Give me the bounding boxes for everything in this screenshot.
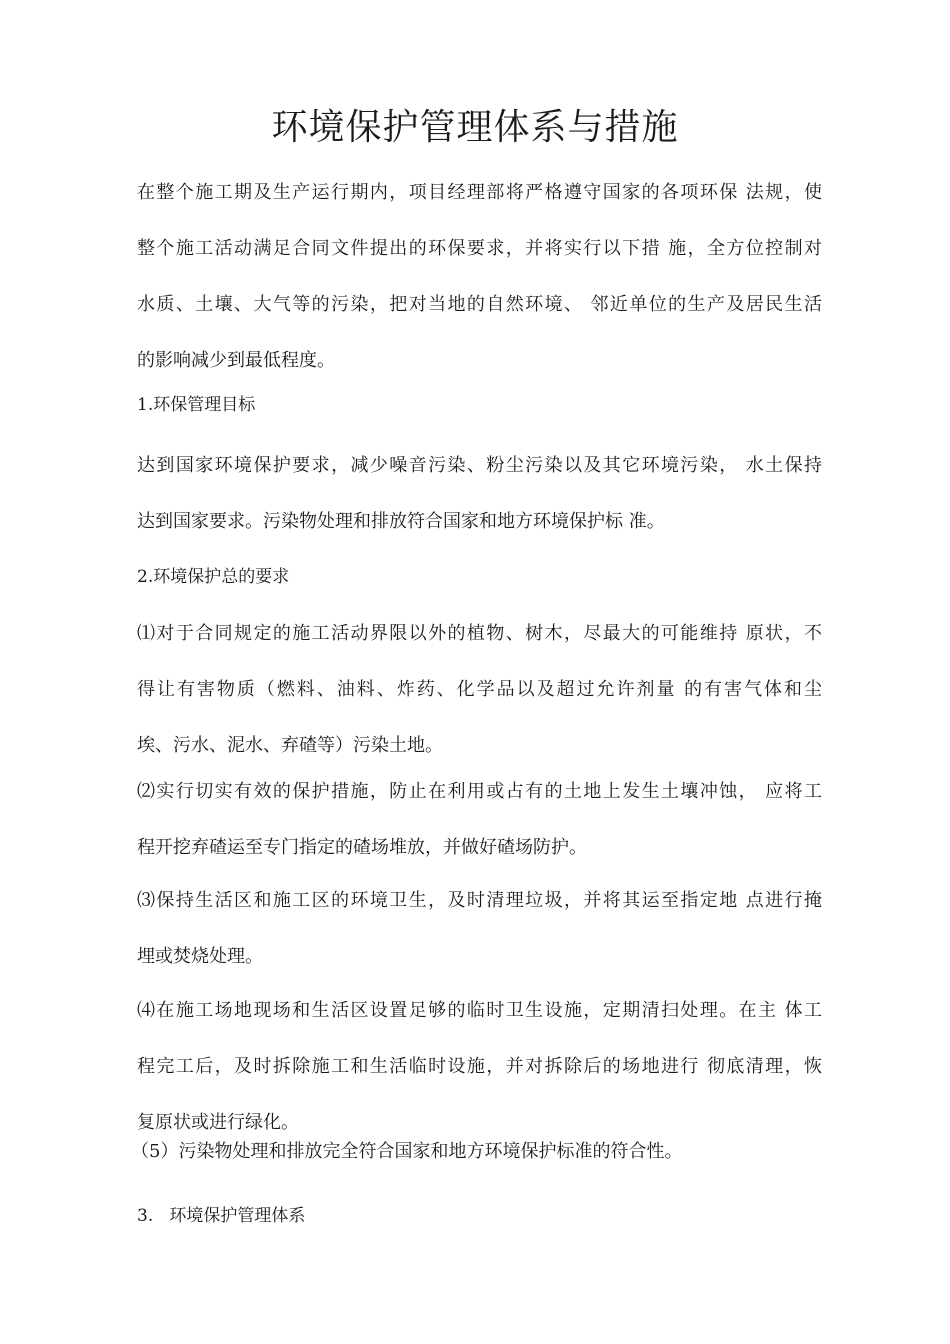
requirement-line: ⑶保持生活区和施工区的环境卫生，及时清理垃圾，并将其运至指定地 点进行掩 — [137, 890, 822, 911]
section-1-line: 达到国家要求。污染物处理和排放符合国家和地方环境保护标 准。 — [137, 511, 665, 532]
intro-paragraph — [137, 165, 822, 389]
requirement-line: ⑷在施工场地现场和生活区设置足够的临时卫生设施，定期清扫处理。在主 体工 — [137, 1000, 822, 1021]
section-1-paragraph — [137, 438, 822, 550]
requirement-item-5 — [131, 1124, 816, 1180]
requirement-line: 得让有害物质（燃料、油料、炸药、化学品以及超过允许剂量 的有害气体和尘 — [137, 679, 822, 700]
requirement-line: （5）污染物处理和排放完全符合国家和地方环境保护标准的符合性。 — [131, 1141, 683, 1162]
document-title: 环境保护管理体系与措施 — [271, 107, 679, 148]
intro-line: 整个施工活动满足合同文件提出的环保要求，并将实行以下措 施，全方位控制对 — [137, 238, 822, 259]
section-2-heading: 2.环境保护总的要求 — [137, 567, 290, 587]
requirement-line: 复原状或进行绿化。 — [137, 1112, 299, 1133]
requirement-line: ⑴对于合同规定的施工活动界限以外的植物、树木，尽最大的可能维持 原状，不 — [137, 623, 822, 644]
requirement-line: 埋或焚烧处理。 — [137, 946, 263, 967]
requirement-line: 程完工后，及时拆除施工和生活临时设施，并对拆除后的场地进行 彻底清理，恢 — [137, 1056, 822, 1077]
requirement-item-2 — [137, 764, 822, 876]
section-1-heading: 1.环保管理目标 — [137, 395, 256, 415]
section-3-heading: 3. 环境保护管理体系 — [137, 1206, 306, 1226]
requirement-line: ⑵实行切实有效的保护措施，防止在利用或占有的土地上发生土壤冲蚀， 应将工 — [137, 781, 822, 802]
intro-line: 在整个施工期及生产运行期内，项目经理部将严格遵守国家的各项环保 法规，使 — [137, 182, 822, 203]
intro-line: 水质、土壤、大气等的污染，把对当地的自然环境、 邻近单位的生产及居民生活 — [137, 294, 822, 315]
requirement-item-1 — [137, 606, 822, 774]
requirement-item-3 — [137, 873, 822, 985]
requirement-line: 埃、污水、泥水、弃碴等）污染土地。 — [137, 735, 443, 756]
section-1-line: 达到国家环境保护要求，减少噪音污染、粉尘污染以及其它环境污染， 水土保持 — [137, 455, 822, 476]
intro-line: 的影响减少到最低程度。 — [137, 350, 335, 371]
requirement-line: 程开挖弃碴运至专门指定的碴场堆放，并做好碴场防护。 — [137, 837, 587, 858]
